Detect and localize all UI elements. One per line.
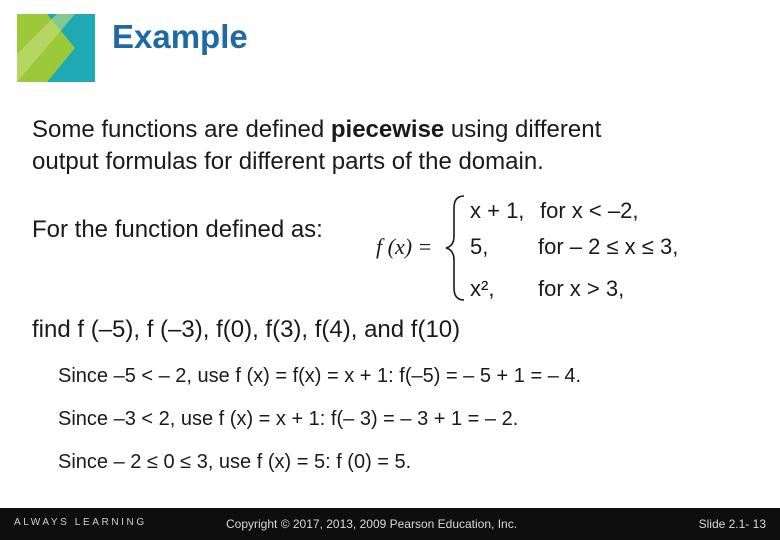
logo-icon	[17, 14, 95, 82]
footer-brand: ALWAYS LEARNING	[14, 517, 147, 528]
case-3-condition: for x > 3,	[538, 276, 625, 301]
function-lhs: f (x) =	[376, 234, 433, 259]
piecewise-function	[372, 192, 772, 304]
slide-number: Slide 2.1- 13	[698, 517, 766, 531]
case-2-expr: 5,	[470, 234, 489, 259]
solution-line-1: Since –5 < – 2, use f (x) = f(x) = x + 1: f(–5) = – 5 + 1 = – 4.	[58, 365, 582, 387]
case-2-condition: for – 2 ≤ x ≤ 3,	[538, 234, 679, 259]
solution-line-3: Since – 2 ≤ 0 ≤ 3, use f (x) = 5: f (0) = 5.	[58, 451, 412, 473]
intro-line-2: output formulas for different parts of the domain.	[32, 148, 544, 175]
intro-bold-term: piecewise	[330, 116, 445, 143]
intro-paragraph: Some functions are defined piecewise using different output formulas for different parts of the domain.	[32, 116, 602, 175]
footer-copyright: Copyright © 2017, 2013, 2009 Pearson Education, Inc.	[226, 517, 518, 531]
case-3-expr: x²,	[470, 276, 495, 301]
case-1-condition: for x < –2,	[540, 198, 639, 223]
task-statement: find f (–5), f (–3), f(0), f(3), f(4), and f(10)	[32, 316, 461, 343]
footer-bar	[0, 508, 780, 540]
definition-label: For the function defined as:	[32, 216, 323, 243]
left-brace	[446, 196, 464, 300]
slide-title: Example	[112, 18, 248, 55]
solution-line-2: Since –3 < 2, use f (x) = x + 1: f(– 3) = – 3 + 1 = – 2.	[58, 408, 519, 430]
case-1-expr: x + 1,	[470, 198, 525, 223]
